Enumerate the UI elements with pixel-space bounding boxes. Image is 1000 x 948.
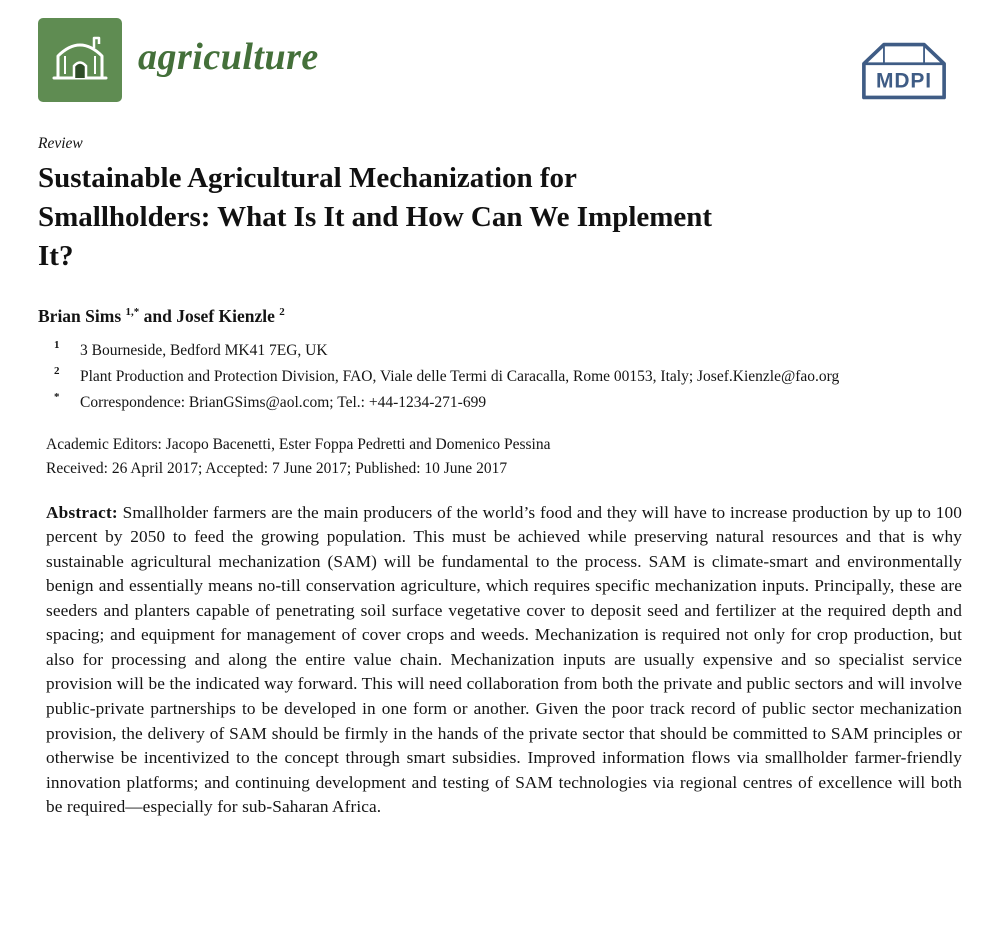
mdpi-logo [858,40,950,107]
page-header [38,18,962,107]
mdpi-badge-icon [858,69,950,106]
author-name-2: Josef Kienzle [176,305,275,326]
abstract-label: Abstract: [46,502,118,522]
authors-connector: and [143,305,177,326]
affiliation-row [38,365,920,389]
author-2-affiliation-marker: 2 [279,305,285,318]
author-1-affiliation-marker: 1,* [125,305,140,318]
authors-line [38,306,962,327]
abstract-text: Smallholder farmers are the main producers of the world’s food and they will have to increase production by up to 100 percent by 2050 to feed the growing population. This must be achieved while preserving natural resources and that is why sustainable agricultural mechanization (SAM) will be fundamental to the process. SAM is climate-smart and environmentally benign and essentially means no-till conservation agriculture, which requires specific mechanization inputs. Principally, these are seeders and planters capable of penetrating soil surface vegetative cover to deposit seed and fertilizer at the required depth and spacing; and equipment for management of cover crops and weeds. Mechanization is required not only for crop production, but also for processing and along the entire value chain. Mechanization inputs are usually expensive and so specialist service provision will be the indicated way forward. This will need collaboration from both the private and public sectors and will involve public-private partnerships to be developed in one form or another. Given the poor track record of public sector mechanization provision, the delivery of SAM should be firmly in the hands of the private sector that should be committed to SAM principles or otherwise be incentivized to the concept through smart subsidies. Improved information flows via smallholder farmer-friendly innovation platforms; and continuing development and testing of SAM technologies via regional centres of excellence will both be required—especially for sub-Saharan Africa. [46,502,962,817]
greenhouse-barn-icon [48,26,112,95]
academic-editors-line: Academic Editors: Jacopo Bacenetti, Ester Foppa Pedretti and Domenico Pessina [46,435,551,453]
journal-brand [38,18,319,102]
affiliation-text: 3 Bourneside, Bedford MK41 7EG, UK [80,341,328,359]
correspondence-row [38,391,920,415]
dates-line: Received: 26 April 2017; Accepted: 7 June 2017; Published: 10 June 2017 [46,459,508,477]
affiliation-row [38,339,920,363]
agriculture-logo [38,18,122,102]
journal-name: agriculture [138,36,319,78]
abstract-paragraph [38,501,962,820]
affiliation-marker: 1 [54,338,60,351]
correspondence-marker: * [54,390,60,403]
article-title: Sustainable Agricultural Mechanization for Smallholders: What Is It and How Can We Implement It? [38,162,713,272]
article-type: Review [38,135,83,152]
correspondence-text: Correspondence: BrianGSims@aol.com; Tel.: +44-1234-271-699 [80,393,487,411]
author-name-1: Brian Sims [38,305,122,326]
affiliation-text: Plant Production and Protection Division, FAO, Viale delle Termi di Caracalla, Rome 00153, Italy; Josef.Kienzle@fao.org [80,367,840,385]
editorial-block [38,433,962,481]
affiliation-marker: 2 [54,364,60,377]
affiliations-block [38,339,962,415]
svg-text:MDPI: MDPI [875,69,933,93]
